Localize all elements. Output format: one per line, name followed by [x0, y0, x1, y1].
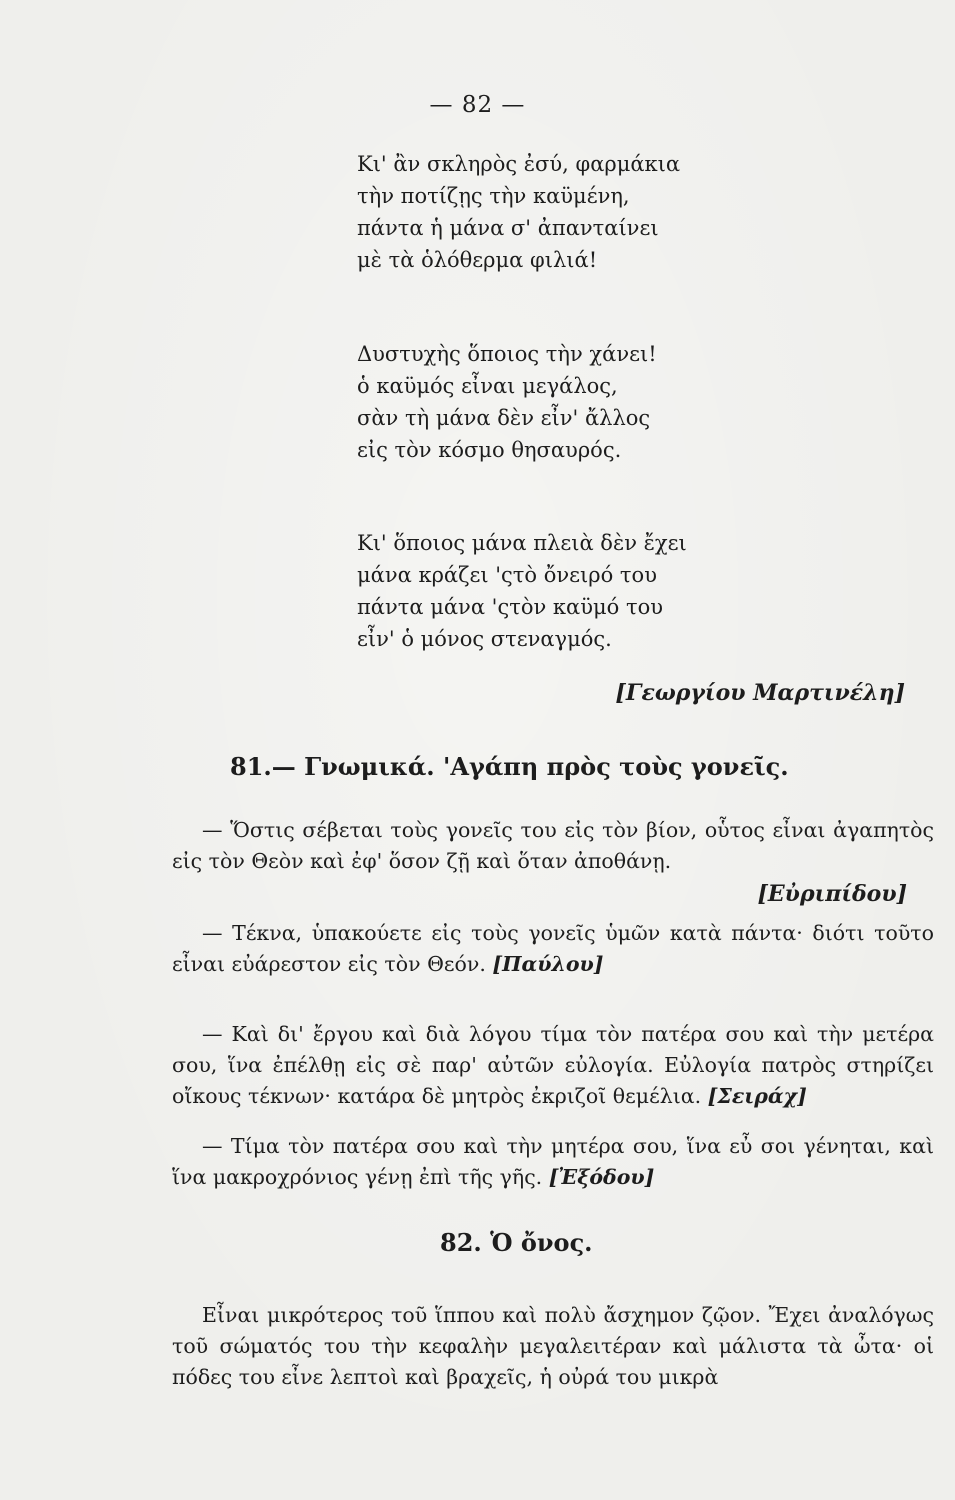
quote-attribution: [Ἐξόδου] — [548, 1165, 655, 1189]
section-81-heading: 81.— Γνωμικά. 'Αγάπη πρὸς τοὺς γονεῖς. — [230, 752, 789, 781]
section-82-text — [172, 1300, 934, 1393]
poem-stanza-1 — [357, 148, 680, 276]
poem-stanza-3 — [357, 527, 687, 655]
quote-euripides — [172, 815, 934, 877]
quote-attribution: [Παύλου] — [492, 952, 604, 976]
quote-text: — Καὶ δι' ἔργου καὶ διὰ λόγου τίμα τὸν πατέρα σου καὶ τὴν μετέρα σου, ἵνα ἐπέλθῃ εἰς σὲ παρ' αὐτῶν εὐλογία. Εὐλογία πατρὸς στηρίζει οἴκους τέκνων· κατάρα δὲ μητρὸς ἐκριζοῖ θεμέλια. — [172, 1022, 934, 1108]
page-number: — 82 — — [429, 92, 526, 118]
poem-line: Δυστυχὴς ὅποιος τὴν χάνει! — [357, 342, 657, 366]
quote-attribution: [Σειράχ] — [707, 1084, 807, 1108]
paragraph: Εἶναι μικρότερος τοῦ ἵππου καὶ πολὺ ἄσχημον ζῷον. Ἔχει ἀναλόγως τοῦ σώματός του τὴν κεφαλὴν μεγαλειτέραν καὶ μάλιστα τὰ ὦτα· οἱ πόδες του εἶνε λεπτοὶ καὶ βραχεῖς, ἡ οὐρά του μικρὰ — [172, 1303, 934, 1389]
quote-text: — Τίμα τὸν πατέρα σου καὶ τὴν μητέρα σου, ἵνα εὖ σοι γένηται, καὶ ἵνα μακροχρόνιος γένῃ ἐπὶ τῆς γῆς. — [172, 1134, 934, 1189]
poem-line: Κι' ἂν σκληρὸς ἐσύ, φαρμάκια — [357, 152, 681, 176]
quote-text: — Ὅστις σέβεται τοὺς γονεῖς του εἰς τὸν βίον, οὗτος εἶναι ἀγαπητὸς εἰς τὸν Θεὸν καὶ ἐφ' ὅσον ζῇ καὶ ὅταν ἀποθάνῃ. — [172, 818, 934, 873]
quote-sirach — [172, 1019, 934, 1112]
quote-text: — Τέκνα, ὑπακούετε εἰς τοὺς γονεῖς ὑμῶν κατὰ πάντα· διότι τοῦτο εἶναι εὐάρεστον εἰς τὸν Θεόν. — [172, 921, 934, 976]
poem-line: εἶν' ὁ μόνος στεναγμός. — [357, 627, 612, 651]
quote-euripides-attribution: [Εὐριπίδου] — [757, 881, 907, 907]
quote-exodus — [172, 1131, 934, 1193]
section-82-heading: 82. Ὁ ὄνος. — [440, 1228, 593, 1257]
poem-line: τὴν ποτίζῃς τὴν καϋμένη, — [357, 184, 630, 208]
quote-paul — [172, 918, 934, 980]
poem-attribution: [Γεωργίου Μαρτινέλη] — [615, 680, 905, 706]
poem-line: μὲ τὰ ὁλόθερμα φιλιά! — [357, 248, 598, 272]
poem-stanza-2 — [357, 338, 657, 466]
poem-line: πάντα μάνα 'ςτὸν καϋμό του — [357, 595, 663, 619]
poem-line: ὁ καϋμός εἶναι μεγάλος, — [357, 374, 618, 398]
poem-line: πάντα ἡ μάνα σ' ἀπανταίνει — [357, 216, 659, 240]
poem-line: εἰς τὸν κόσμο θησαυρός. — [357, 438, 622, 462]
poem-line: μάνα κράζει 'ςτὸ ὄνειρό του — [357, 563, 657, 587]
poem-line: σὰν τὴ μάνα δὲν εἶν' ἄλλος — [357, 406, 651, 430]
poem-line: Κι' ὅποιος μάνα πλειὰ δὲν ἔχει — [357, 531, 687, 555]
